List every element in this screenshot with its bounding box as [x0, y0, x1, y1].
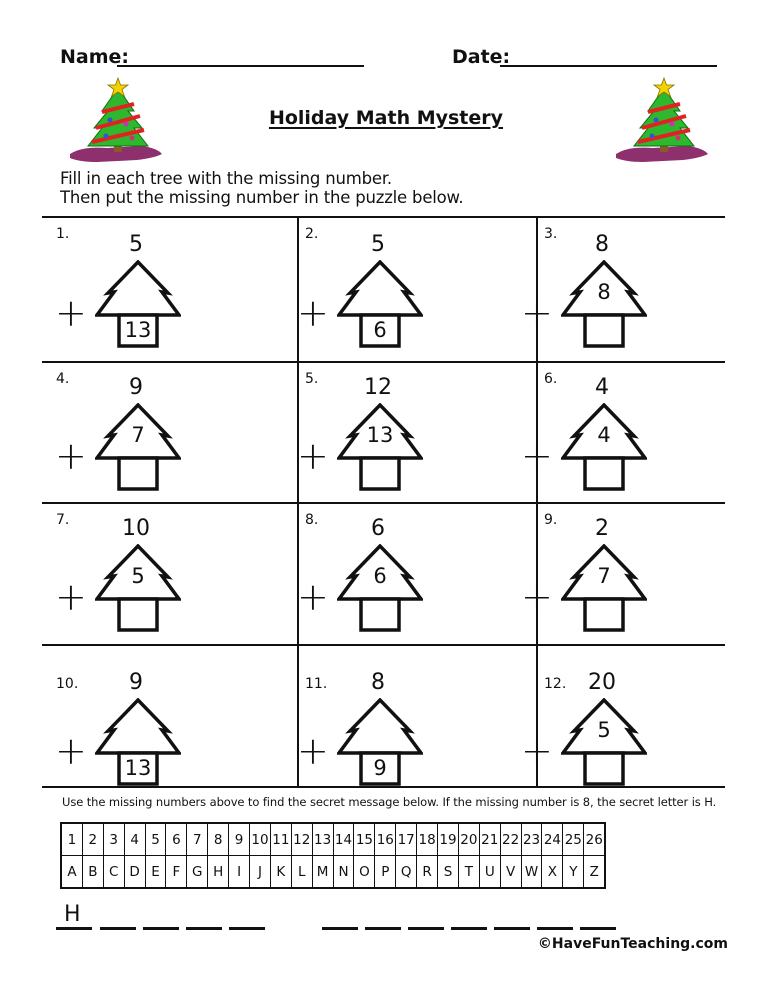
- key-letter-cell: O: [354, 856, 375, 889]
- answer-blank-word-2[interactable]: [580, 927, 616, 930]
- problem-cell: [299, 363, 536, 504]
- clue-text: Use the missing numbers above to find the secret message below. If the missing number is 8, the secret letter is H.: [62, 795, 717, 809]
- problem-number: 5.: [305, 371, 319, 387]
- plus-sign: +: [521, 434, 553, 478]
- key-number-cell: 10: [250, 823, 271, 856]
- page-title-text: Holiday Math Mystery: [268, 107, 504, 129]
- key-number-cell: 14: [333, 823, 354, 856]
- plus-sign: +: [297, 729, 329, 773]
- key-letter-cell: B: [82, 856, 103, 889]
- top-number: 9: [129, 670, 143, 695]
- tree-outline-icon: [561, 544, 647, 632]
- key-letter-cell: H: [208, 856, 229, 889]
- plus-sign: +: [521, 729, 553, 773]
- problem-number: 8.: [305, 512, 319, 528]
- answer-blank-word-2[interactable]: [494, 927, 530, 930]
- top-number: 5: [129, 232, 143, 257]
- key-number-cell: 5: [145, 823, 166, 856]
- letter-number-key: [60, 822, 606, 889]
- date-label: Date:: [452, 46, 511, 68]
- key-letter-cell: D: [124, 856, 145, 889]
- key-letter-cell: G: [187, 856, 208, 889]
- key-letter-cell: A: [61, 856, 82, 889]
- key-number-cell: 12: [291, 823, 312, 856]
- problem-number: 7.: [56, 512, 70, 528]
- key-letter-cell: U: [479, 856, 500, 889]
- answer-blank-word-1[interactable]: [143, 927, 179, 930]
- answer-blank-word-2[interactable]: [365, 927, 401, 930]
- key-letter-cell: C: [103, 856, 124, 889]
- problem-cell: [299, 218, 536, 359]
- plus-sign: +: [55, 434, 87, 478]
- problem-cell: [521, 218, 725, 359]
- answer-blank-word-1[interactable]: [56, 927, 92, 930]
- key-letter-cell: Z: [584, 856, 605, 889]
- key-number-cell: 18: [417, 823, 438, 856]
- key-number-cell: 25: [563, 823, 584, 856]
- answer-blank-word-1[interactable]: [229, 927, 265, 930]
- name-label: Name:: [60, 46, 130, 68]
- key-number-cell: 3: [103, 823, 124, 856]
- tree-outline-icon: [95, 544, 181, 632]
- top-number: 6: [371, 516, 385, 541]
- problem-cell: [42, 218, 297, 359]
- top-number: 4: [595, 375, 609, 400]
- key-number-cell: 4: [124, 823, 145, 856]
- copyright: ©HaveFunTeaching.com: [537, 936, 728, 952]
- key-letter-cell: K: [270, 856, 291, 889]
- problem-cell: [42, 363, 297, 504]
- plus-sign: +: [297, 291, 329, 335]
- key-letter-cell: S: [438, 856, 459, 889]
- problem-number: 4.: [56, 371, 70, 387]
- top-number: 20: [588, 670, 616, 695]
- problem-cell: [299, 646, 536, 787]
- key-letter-cell: L: [291, 856, 312, 889]
- tree-middle-number[interactable]: 4: [597, 423, 611, 447]
- key-number-cell: 22: [500, 823, 521, 856]
- key-letter-cell: E: [145, 856, 166, 889]
- tree-outline-icon: [337, 403, 423, 491]
- top-number: 12: [364, 375, 392, 400]
- key-letter-cell: J: [250, 856, 271, 889]
- key-letter-cell: R: [417, 856, 438, 889]
- key-numbers-row: [61, 823, 605, 856]
- key-letter-cell: F: [166, 856, 187, 889]
- tree-middle-number[interactable]: 8: [597, 280, 611, 304]
- key-letter-cell: T: [458, 856, 479, 889]
- tree-middle-number[interactable]: 7: [597, 564, 611, 588]
- problem-number: 1.: [56, 226, 70, 242]
- plus-sign: +: [55, 575, 87, 619]
- top-number: 10: [122, 516, 150, 541]
- plus-sign: +: [297, 434, 329, 478]
- key-number-cell: 11: [270, 823, 291, 856]
- plus-sign: +: [521, 291, 553, 335]
- answer-blank-word-2[interactable]: [322, 927, 358, 930]
- problem-cell: [299, 504, 536, 645]
- tree-outline-icon: [95, 403, 181, 491]
- instructions: [60, 169, 463, 207]
- key-number-cell: 19: [438, 823, 459, 856]
- plus-sign: +: [521, 575, 553, 619]
- problem-number: 11.: [305, 676, 328, 692]
- problem-cell: [521, 504, 725, 645]
- key-number-cell: 9: [229, 823, 250, 856]
- answer-blank-word-1[interactable]: [186, 927, 222, 930]
- key-number-cell: 20: [458, 823, 479, 856]
- tree-outline-icon: [561, 698, 647, 786]
- key-letters-row: [61, 856, 605, 889]
- key-number-cell: 13: [312, 823, 333, 856]
- tree-middle-number[interactable]: 5: [597, 718, 611, 742]
- page-title: [0, 107, 772, 129]
- answer-blank-word-2[interactable]: [408, 927, 444, 930]
- trunk-number[interactable]: 13: [124, 756, 152, 780]
- tree-middle-number[interactable]: 6: [373, 564, 387, 588]
- key-number-cell: 2: [82, 823, 103, 856]
- key-letter-cell: N: [333, 856, 354, 889]
- trunk-number[interactable]: 6: [373, 318, 387, 342]
- tree-middle-number[interactable]: 7: [131, 423, 145, 447]
- tree-middle-number[interactable]: 13: [366, 423, 394, 447]
- instruction-line-1: Fill in each tree with the missing number.: [60, 169, 392, 188]
- trunk-number[interactable]: 9: [373, 756, 387, 780]
- problem-grid: [42, 216, 725, 788]
- key-letter-cell: Y: [563, 856, 584, 889]
- key-letter-cell: Q: [396, 856, 417, 889]
- key-number-cell: 16: [375, 823, 396, 856]
- problem-number: 2.: [305, 226, 319, 242]
- answer-blank-word-1[interactable]: [100, 927, 136, 930]
- trunk-number[interactable]: 13: [124, 318, 152, 342]
- key-number-cell: 17: [396, 823, 417, 856]
- key-number-cell: 8: [208, 823, 229, 856]
- top-number: 8: [371, 670, 385, 695]
- given-letter: H: [64, 902, 81, 927]
- answer-blank-word-2[interactable]: [451, 927, 487, 930]
- top-number: 5: [371, 232, 385, 257]
- answer-blank-word-2[interactable]: [537, 927, 573, 930]
- date-field[interactable]: [500, 65, 717, 67]
- tree-outline-icon: [337, 544, 423, 632]
- key-letter-cell: V: [500, 856, 521, 889]
- problem-number: 3.: [544, 226, 558, 242]
- key-letter-cell: M: [312, 856, 333, 889]
- plus-sign: +: [55, 291, 87, 335]
- key-letter-cell: P: [375, 856, 396, 889]
- problem-cell: [521, 646, 725, 787]
- key-number-cell: 15: [354, 823, 375, 856]
- key-letter-cell: W: [521, 856, 542, 889]
- key-letter-cell: I: [229, 856, 250, 889]
- plus-sign: +: [297, 575, 329, 619]
- problem-number: 6.: [544, 371, 558, 387]
- top-number: 2: [595, 516, 609, 541]
- problem-cell: [42, 504, 297, 645]
- problem-number: 12.: [544, 676, 567, 692]
- key-number-cell: 24: [542, 823, 563, 856]
- name-field[interactable]: [117, 65, 364, 67]
- key-number-cell: 21: [479, 823, 500, 856]
- top-number: 9: [129, 375, 143, 400]
- plus-sign: +: [55, 729, 87, 773]
- key-letter-cell: X: [542, 856, 563, 889]
- key-number-cell: 7: [187, 823, 208, 856]
- problem-cell: [521, 363, 725, 504]
- key-number-cell: 6: [166, 823, 187, 856]
- key-number-cell: 23: [521, 823, 542, 856]
- problem-cell: [42, 646, 297, 787]
- top-number: 8: [595, 232, 609, 257]
- tree-outline-icon: [561, 260, 647, 348]
- key-number-cell: 1: [61, 823, 82, 856]
- instruction-line-2: Then put the missing number in the puzzle below.: [60, 188, 464, 207]
- problem-number: 10.: [56, 676, 79, 692]
- tree-outline-icon: [561, 403, 647, 491]
- key-number-cell: 26: [584, 823, 605, 856]
- tree-middle-number[interactable]: 5: [131, 564, 145, 588]
- problem-number: 9.: [544, 512, 558, 528]
